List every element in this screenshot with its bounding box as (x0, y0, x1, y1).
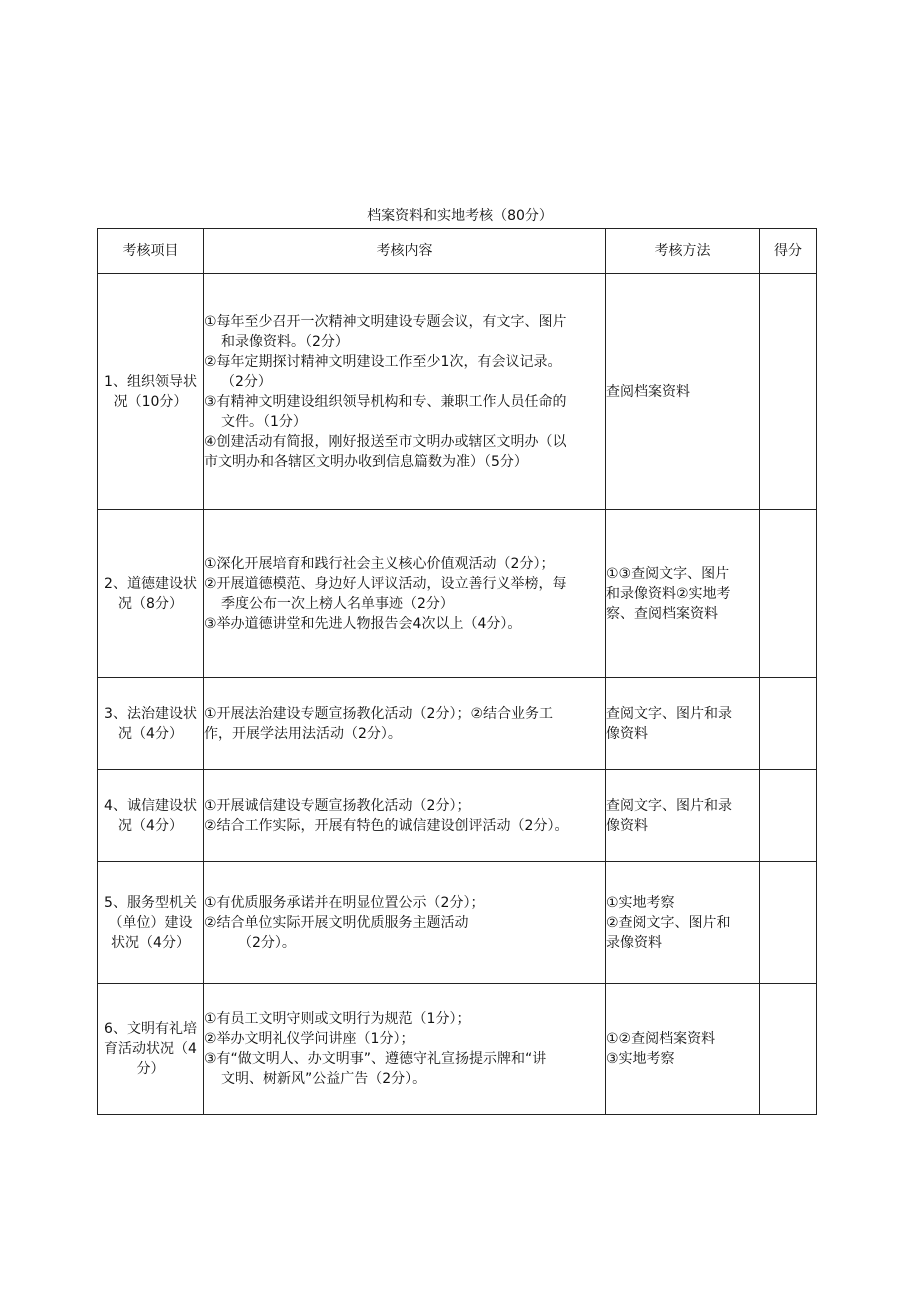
item-cell (98, 770, 204, 862)
score-cell (760, 770, 817, 862)
content-line: ②每年定期探讨精神文明建设工作至少1次，有会议记录。 (204, 353, 562, 370)
method-line: 查阅文字、图片和录 (606, 705, 732, 722)
table-row (98, 274, 817, 510)
method-line: 查阅文字、图片和录 (606, 797, 732, 814)
table-row (98, 770, 817, 862)
item-line: 6、文明有礼培 (104, 1021, 197, 1037)
item-line: 况（4分） (118, 725, 183, 742)
method-line: 像资料 (606, 817, 648, 834)
header-score: 得分 (760, 229, 817, 274)
item-line: 4、诚信建设状 (104, 797, 197, 814)
content-line: ④创建活动有简报，刚好报送至市文明办或辖区文明办（以 (204, 433, 567, 450)
content-line: ②开展道德模范、身边好人评议活动，设立善行义举榜，每 (204, 575, 567, 592)
content-line: ①深化开展培育和践行社会主义核心价值观活动（2分）； (204, 555, 555, 572)
header-item: 考核项目 (98, 229, 204, 274)
item-line: 3、法治建设状 (104, 705, 197, 722)
item-line: 育活动状况（4 (104, 1041, 197, 1057)
method-cell (606, 274, 760, 510)
content-line: ③有精神文明建设组织领导机构和专、兼职工作人员任命的 (204, 393, 567, 410)
content-line: ①开展诚信建设专题宣扬教化活动（2分）； (204, 797, 471, 814)
header-row (98, 229, 817, 274)
item-cell (98, 510, 204, 678)
score-cell (760, 862, 817, 984)
item-cell (98, 984, 204, 1115)
content-cell (204, 678, 606, 770)
method-cell (606, 984, 760, 1115)
content-cell (204, 510, 606, 678)
item-cell (98, 862, 204, 984)
item-line: 况（8分） (118, 595, 183, 612)
header-content: 考核内容 (204, 229, 606, 274)
method-cell (606, 510, 760, 678)
table-row (98, 984, 817, 1115)
content-line: 文明、树新风”公益广告（2分）。 (221, 1071, 427, 1087)
content-line: ①开展法治建设专题宣扬教化活动（2分）；②结合业务工 (204, 705, 554, 722)
method-line: ①②查阅档案资料 (606, 1031, 716, 1047)
content-line: ①有员工文明守则或文明行为规范（1分）； (204, 1011, 471, 1027)
score-cell (760, 678, 817, 770)
table-row (98, 510, 817, 678)
content-line: 市文明办和各辖区文明办收到信息篇数为准）（5分） (204, 453, 528, 470)
content-line: ②结合单位实际开展文明优质服务主题活动 (204, 914, 469, 931)
table-row (98, 862, 817, 984)
method-line: 和录像资料②实地考 (606, 585, 731, 602)
item-cell (98, 678, 204, 770)
item-line: 况（4分） (118, 817, 183, 834)
content-line: （2分）。 (238, 934, 296, 951)
content-line: ②结合工作实际，开展有特色的诚信建设创评活动（2分）。 (204, 817, 569, 834)
item-line: （单位）建设 (108, 914, 193, 931)
method-line: ②查阅文字、图片和 (606, 914, 731, 931)
item-line: 况（10分） (113, 393, 188, 410)
method-line: ①③查阅文字、图片 (606, 565, 730, 582)
method-cell (606, 770, 760, 862)
content-line: 作，开展学法用法活动（2分）。 (204, 725, 402, 742)
content-cell (204, 770, 606, 862)
content-line: ③举办道德讲堂和先进人物报告会4次以上（4分）。 (204, 615, 522, 632)
assessment-table (97, 228, 817, 1115)
content-line: 季度公布一次上榜人名单事迹（2分） (221, 595, 454, 612)
score-cell (760, 984, 817, 1115)
table-caption: 档案资料和实地考核（80分） (367, 208, 553, 224)
item-line: 2、道德建设状 (104, 575, 197, 592)
method-cell (606, 678, 760, 770)
content-cell (204, 862, 606, 984)
score-cell (760, 274, 817, 510)
method-line: 查阅档案资料 (606, 383, 690, 400)
content-line: （2分） (221, 373, 272, 390)
method-line: ③实地考察 (606, 1051, 675, 1067)
content-line: ②举办文明礼仪学问讲座（1分）； (204, 1031, 415, 1047)
content-line: 和录像资料。（2分） (221, 333, 349, 350)
item-line: 分） (136, 1061, 165, 1077)
item-line: 1、组织领导状 (104, 373, 197, 390)
method-line: ①实地考察 (606, 894, 675, 911)
item-line: 状况（4分） (111, 934, 190, 951)
content-line: ①每年至少召开一次精神文明建设专题会议，有文字、图片 (204, 313, 567, 330)
content-line: 文件。（1分） (221, 413, 307, 430)
method-cell (606, 862, 760, 984)
method-line: 察、查阅档案资料 (606, 605, 718, 622)
method-line: 录像资料 (606, 934, 662, 951)
item-line: 5、服务型机关 (104, 894, 197, 911)
method-line: 像资料 (606, 725, 648, 742)
score-cell (760, 510, 817, 678)
item-cell (98, 274, 204, 510)
content-line: ①有优质服务承诺并在明显位置公示（2分）； (204, 894, 485, 911)
content-cell (204, 984, 606, 1115)
table-row (98, 678, 817, 770)
content-line: ③有“做文明人、办文明事”、遵德守礼宣扬提示牌和“讲 (204, 1051, 547, 1067)
content-cell (204, 274, 606, 510)
header-method: 考核方法 (606, 229, 760, 274)
